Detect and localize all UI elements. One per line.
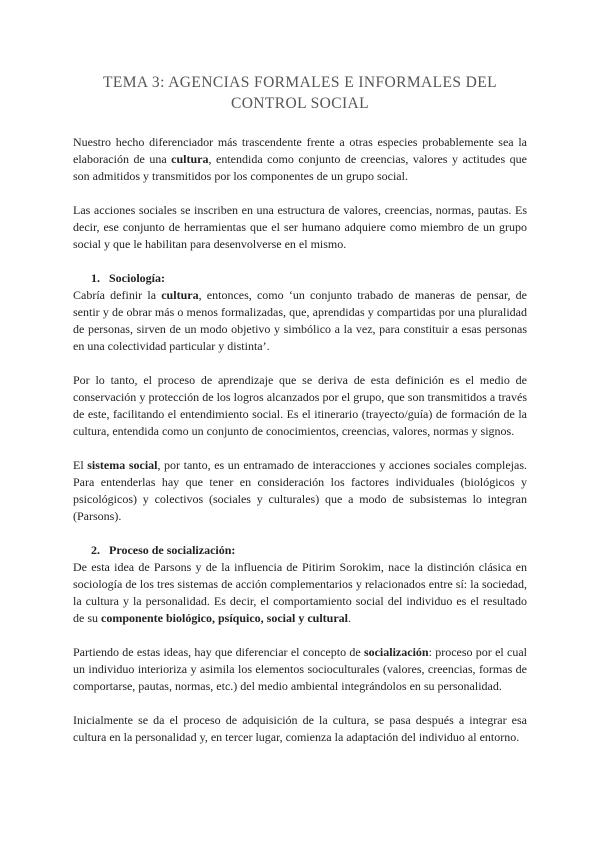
paragraph-social-system (73, 457, 527, 525)
bold-term: socialización (363, 645, 429, 659)
paragraph-parsons (73, 559, 527, 627)
section-label: Sociología: (109, 271, 165, 285)
text-span: El (73, 458, 88, 472)
bold-term: cultura (171, 152, 209, 166)
paragraph-social-actions: Las acciones sociales se inscriben en una estructura de valores, creencias, normas, pautas. Es decir, ese conjunto de herramientas que el ser humano adquiere como miembro de un grupo social y que le habilitan para desenvolverse en el mismo. (73, 203, 527, 251)
text-span: : proceso por el cual un individuo interioriza y asimila los elementos socioculturales (valores, creencias, formas de comportarse, pautas, normas, etc.) del medio ambiental integrándolos en su personalidad. (73, 645, 527, 693)
paragraph-learning-process: Por lo tanto, el proceso de aprendizaje que se deriva de esta definición es el medio de conservación y protección de los logros alcanzados por el grupo, que son transmitidos a través de este, facilitando el entendimiento social. Es el itinerario (trayecto/guía) de formación de la cultura, entendida como un conjunto de conocimientos, creencias, valores, normas y signos. (73, 373, 527, 438)
text-span: , entendida como conjunto de creencias, valores y actitudes que son admitidos y transmitidos por los componentes de un grupo social. (73, 152, 527, 183)
document-title: TEMA 3: AGENCIAS FORMALES E INFORMALES DEL CONTROL SOCIAL (103, 74, 497, 112)
paragraph-intro (73, 134, 527, 185)
document-page (73, 72, 527, 746)
section-number: 2. (91, 543, 100, 557)
paragraph-socializacion (73, 644, 527, 695)
section-heading-socializacion (73, 542, 527, 559)
text-span: Cabría definir la (73, 288, 162, 302)
section-label: Proceso de socialización: (109, 543, 236, 557)
text-span: De esta idea de Parsons y de la influencia de Pitirim Sorokim, nace la distinción clásica en sociología de los tres sistemas de acción complementarios y relacionados entre sí: la sociedad, la cultura y la personalidad. Es decir, el comportamiento social del individuo es el resultado de su (73, 560, 527, 625)
text-span: Partiendo de estas ideas, hay que diferenciar el concepto de (73, 645, 364, 659)
bold-term: sistema social (87, 458, 158, 472)
section-number: 1. (91, 271, 100, 285)
text-span: , por tanto, es un entramado de interacciones y acciones sociales complejas. Para entenderlas hay que tener en consideración los factores individuales (biológicos y psicológicos) y colectivos (sociales y culturales) que a modo de subsistemas lo integran (Parsons). (73, 458, 528, 523)
text-span: , entonces, como ‘un conjunto trabado de maneras de pensar, de sentir y de obrar más o menos formalizadas, que, aprendidas y compartidas por una pluralidad de personas, sirven de un modo objetivo y simbólico a la vez, para constituir a esas personas en una colectividad particular y distinta’. (73, 288, 527, 353)
text-span: . (348, 611, 352, 625)
section-heading-sociologia (73, 270, 527, 287)
bold-term: cultura (161, 288, 199, 302)
paragraph-acquisition: Inicialmente se da el proceso de adquisición de la cultura, se pasa después a integrar esa cultura en la personalidad y, en tercer lugar, comienza la adaptación del individuo al entorno. (73, 713, 527, 744)
text-span: Nuestro hecho diferenciador más trascendente frente a otras especies probablemente sea la elaboración de una (73, 135, 527, 166)
paragraph-culture-definition (73, 287, 527, 355)
bold-term: componente biológico, psíquico, social y cultural (101, 611, 349, 625)
